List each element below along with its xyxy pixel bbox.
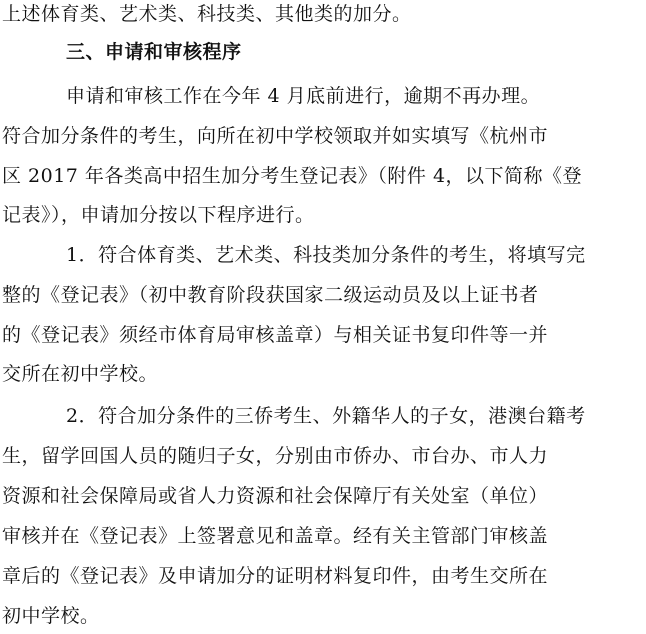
- text-line: 生，留学回国人员的随归子女，分别由市侨办、市台办、市人力: [2, 445, 549, 467]
- text-line: 的《登记表》须经市体育局审核盖章）与相关证书复印件等一并: [2, 324, 549, 346]
- text-line: 区 2017 年各类高中招生加分考生登记表》（附件 4，以下简称《登: [2, 165, 583, 187]
- text-line: 记表》），申请加分按以下程序进行。: [2, 204, 315, 226]
- text-line: 初中学校。: [2, 605, 100, 627]
- text-line: 交所在初中学校。: [2, 363, 159, 385]
- text-line: 1．符合体育类、艺术类、科技类加分条件的考生，将填写完: [66, 244, 586, 266]
- text-line: 上述体育类、艺术类、科技类、其他类的加分。: [2, 3, 412, 25]
- text-line: 符合加分条件的考生，向所在初中学校领取并如实填写《杭州市: [2, 125, 549, 147]
- text-line: 章后的《登记表》及申请加分的证明材料复印件，由考生交所在: [2, 565, 549, 587]
- section-heading: 三、申请和审核程序: [66, 41, 242, 63]
- text-line: 资源和社会保障局或省人力资源和社会保障厅有关处室（单位）: [2, 485, 549, 507]
- text-line: 整的《登记表》（初中教育阶段获国家二级运动员及以上证书者: [2, 284, 539, 306]
- text-line: 2．符合加分条件的三侨考生、外籍华人的子女，港澳台籍考: [66, 405, 586, 427]
- text-line: 申请和审核工作在今年 4 月底前进行，逾期不再办理。: [66, 85, 541, 107]
- text-line: 审核并在《登记表》上签署意见和盖章。经有关主管部门审核盖: [2, 525, 549, 547]
